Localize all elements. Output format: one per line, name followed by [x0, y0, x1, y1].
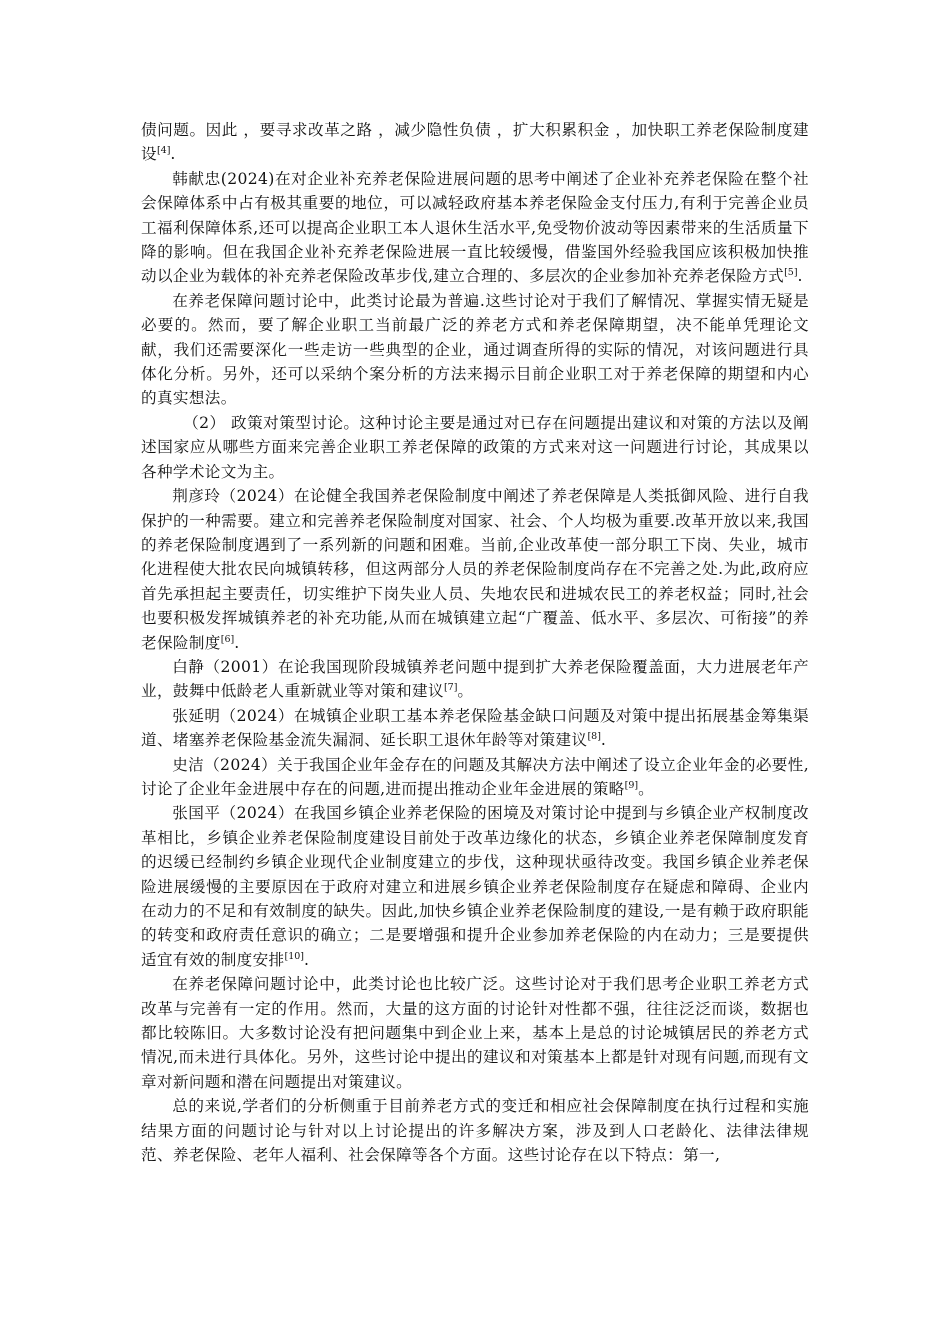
citation-marker: [5] — [784, 267, 798, 279]
paragraph-7 — [141, 704, 809, 753]
paragraph-tail: . — [600, 731, 607, 750]
citation-marker: [9] — [624, 779, 639, 791]
paragraph-11 — [141, 1094, 809, 1167]
citation-marker: [4] — [156, 145, 171, 157]
paragraph-text: 债问题。因此 ，要寻求改革之路 ，减少隐性负债 ，扩大积累积金 ，加快职工养老保险制度建设 — [141, 121, 809, 164]
paragraph-text: 白静（2001）在论我国现阶段城镇养老问题中提到扩大养老保险覆盖面，大力进展老年产业，鼓舞中低龄老人重新就业等对策和建议 — [141, 657, 809, 701]
paragraph-text: 在养老保障问题讨论中，此类讨论也比较广泛。这些讨论对于我们思考企业职工养老方式改革与完善有一定的作用。然而，大量的这方面的讨论针对性都不强，往往泛泛而谈，数据也都比较陈旧。大多数讨论没有把问题集中到企业上来，基本上是总的讨论城镇居民的养老方式情况,而未进行具体化。另外，这些讨论中提出的建议和对策基本上都是针对现有问题,而现有文章对新问题和潜在问题提出对策建议。 — [141, 975, 809, 1091]
citation-marker: [7] — [443, 682, 458, 694]
paragraph-text: 张国平（2024）在我国乡镇企业养老保险的困境及对策讨论中提到与乡镇企业产权制度改革相比，乡镇企业养老保险制度建设目前处于改革边缘化的状态，乡镇企业养老保障制度发育的迟缓已经制约乡镇企业现代企业制度建立的步伐，这种现状亟待改变。我国乡镇企业养老保险进展缓慢的主要原因在于政府对建立和进展乡镇企业养老保险制度存在疑虑和障碍、企业内在动力的不足和有效制度的缺失。因此,加快乡镇企业养老保险制度的建设,一是有赖于政府职能的转变和政府责任意识的确立；二是要增强和提升企业参加养老保险的内在动力；三是要提供适宜有效的制度安排 — [141, 804, 809, 969]
paragraph-tail: . — [234, 633, 240, 652]
paragraph-tail: . — [797, 267, 803, 286]
paragraph-text: （2） 政策对策型讨论。这种讨论主要是通过对已存在问题提出建议和对策的方法以及阐述国家应从哪些方面来完善企业职工养老保障的政策的方式来对这一问题进行讨论，其成果以各种学术论文为主。 — [141, 413, 809, 481]
paragraph-9 — [141, 801, 809, 972]
citation-marker: [8] — [587, 731, 601, 743]
paragraph-text: 史洁（2024）关于我国企业年金存在的问题及其解决方法中阐述了设立企业年金的必要性,讨论了企业年金进展中存在的问题,进而提出推动企业年金进展的策略 — [141, 755, 809, 798]
paragraph-text: 张延明（2024）在城镇企业职工基本养老保险基金缺口问题及对策中提出拓展基金筹集渠道、堵塞养老保险基金流失漏洞、延长职工退休年龄等对策建议 — [141, 706, 809, 750]
paragraph-tail: . — [170, 145, 176, 164]
document-page — [141, 118, 809, 1167]
paragraph-tail: . — [304, 950, 310, 969]
paragraph-6 — [141, 655, 809, 704]
paragraph-8 — [141, 753, 809, 802]
paragraph-3 — [141, 289, 809, 411]
paragraph-text: 在养老保障问题讨论中，此类讨论最为普遍.这些讨论对于我们了解情况、掌握实情无疑是必要的。然而，要了解企业职工当前最广泛的养老方式和养老保障期望，决不能单凭理论文献，我们还需要深化一些走访一些典型的企业，通过调查所得的实际的情况，对该问题进行具体化分析。另外，还可以采纳个案分析的方法来揭示目前企业职工对于养老保障的期望和内心的真实想法。 — [141, 291, 809, 408]
paragraph-text: 荆彦玲（2024）在论健全我国养老保险制度中阐述了养老保障是人类抵御风险、进行自我保护的一种需要。建立和完善养老保险制度对国家、社会、个人均极为重要.改革开放以来,我国的养老保险制度遇到了一系列新的问题和困难。当前,企业改革使一部分职工下岗、失业，城市化进程使大批农民向城镇转移，但这两部分人员的养老保险制度尚存在不完善之处.为此,政府应首先承担起主要责任，切实维护下岗失业人员、失地农民和进城农民工的养老权益；同时,社会也要积极发挥城镇养老的补充功能,从而在城镇建立起“广覆盖、低水平、多层次、可衔接”的养老保险制度 — [141, 487, 809, 652]
paragraph-1 — [141, 118, 809, 167]
paragraph-10 — [141, 972, 809, 1094]
paragraph-5 — [141, 484, 809, 655]
paragraph-text: 总的来说,学者们的分析侧重于目前养老方式的变迁和相应社会保障制度在执行过程和实施结果方面的问题讨论与针对以上讨论提出的许多解决方案，涉及到人口老龄化、法律法律规范、养老保险、老年人福利、社会保障等各个方面。这些讨论存在以下特点：第一, — [141, 1097, 809, 1165]
citation-marker: [6] — [220, 633, 235, 645]
paragraph-2 — [141, 167, 809, 289]
citation-marker: [10] — [284, 950, 305, 962]
paragraph-tail: 。 — [638, 779, 655, 798]
paragraph-4 — [141, 411, 809, 484]
paragraph-text: 韩献忠(2024)在对企业补充养老保险进展问题的思考中阐述了企业补充养老保险在整个社会保障体系中占有极其重要的地位，可以减轻政府基本养老保险金支付压力,有利于完善企业员工福利保障体系,还可以提高企业职工本人退休生活水平,免受物价波动等因素带来的生活质量下降的影响。但在我国企业补充养老保险进展一直比较缓慢，借鉴国外经验我国应该积极加快推动以企业为载体的补充养老保险改革步伐,建立合理的、多层次的企业参加补充养老保险方式 — [141, 169, 809, 286]
paragraph-tail: 。 — [457, 682, 474, 701]
